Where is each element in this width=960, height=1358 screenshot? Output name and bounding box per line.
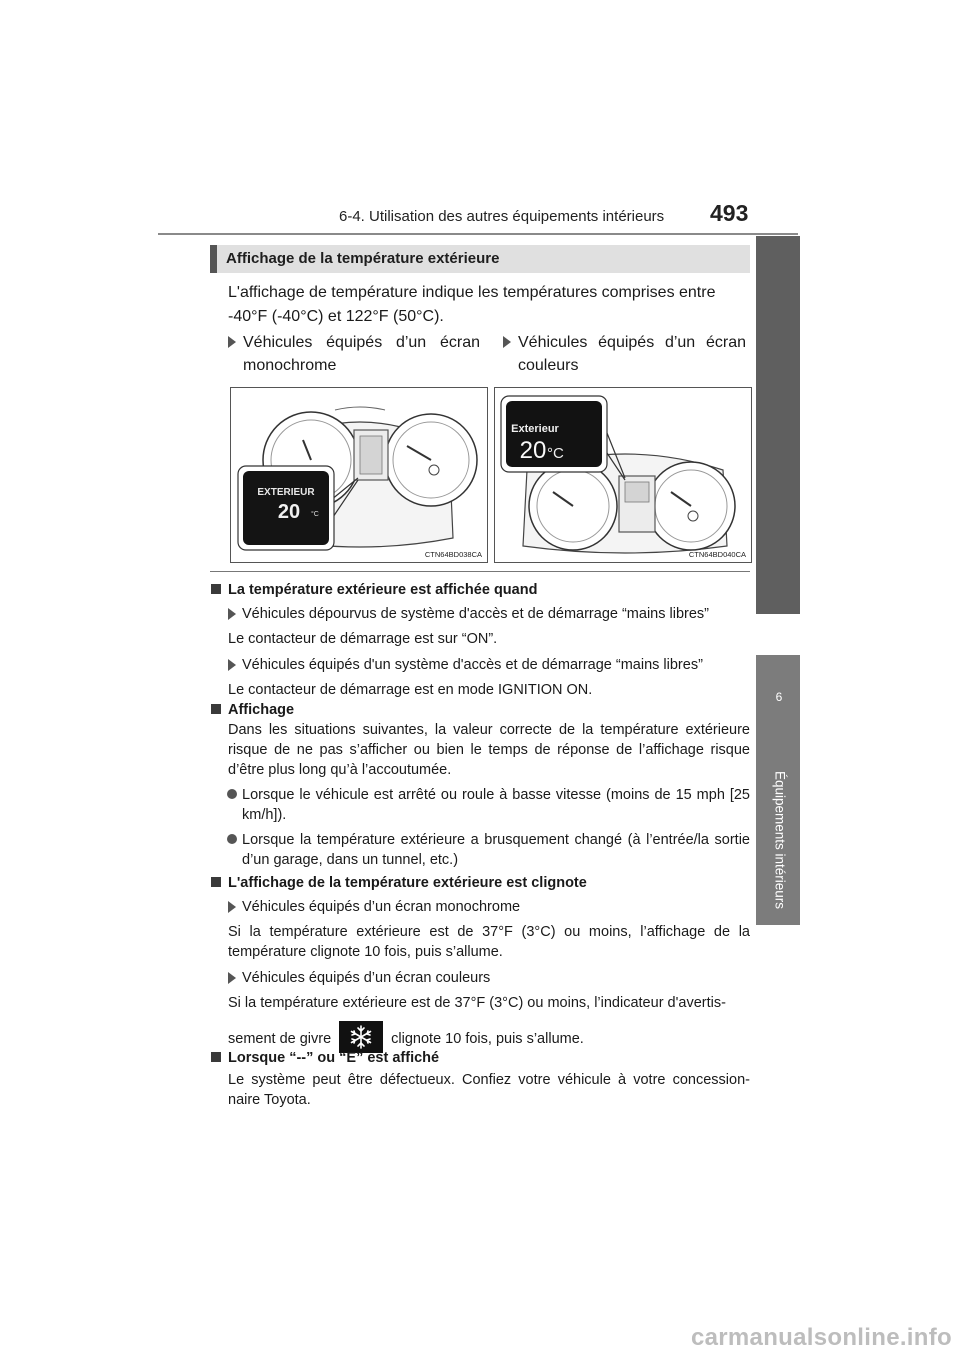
instrument-cluster-illustration	[231, 388, 488, 563]
figure-monochrome	[230, 387, 488, 563]
note-heading: Lorsque “--” ou “E” est affiché	[210, 1048, 750, 1068]
header-rule	[158, 233, 798, 235]
note-displayed-when	[210, 580, 750, 700]
note-display	[210, 700, 750, 870]
exterior-label: Exterieur	[511, 423, 559, 435]
figure-code: CTN64BD038CA	[424, 550, 482, 559]
column-label-color: Véhicules équipés d’un écran couleurs	[503, 331, 746, 377]
temperature-value: 20	[277, 501, 301, 523]
note-heading: La température extérieure est affichée quand	[210, 580, 750, 600]
page-number: 493	[710, 200, 749, 226]
chapter-number: 6	[775, 690, 783, 704]
watermark: carmanualsonline.info	[690, 1324, 952, 1351]
figure-code: CTN64BD040CA	[688, 550, 746, 559]
temperature-value: 20	[519, 437, 547, 464]
figure-rule	[210, 571, 750, 572]
note-heading: Affichage	[210, 700, 750, 720]
note-paragraph: Si la température extérieure est de 37°F (3°C) ou moins, l’indicateur d'avertis-	[228, 995, 726, 1011]
instrument-cluster-illustration	[495, 388, 752, 563]
note-paragraph-frost: sement de givre clignote 10 fois, puis s’allume.	[210, 1023, 750, 1055]
temperature-unit: °C	[547, 445, 564, 462]
note-subitem: Véhicules équipés d’un écran couleurs	[210, 968, 750, 988]
note-bullet: Lorsque le véhicule est arrêté ou roule à basse vitesse (moins de 15 mph [25 km/h]).	[210, 785, 750, 825]
column-label-monochrome: Véhicules équipés d’un écran monochrome	[228, 331, 480, 377]
section-header-text: 6-4. Utilisation des autres équipements intérieurs	[339, 208, 665, 225]
side-tab-dark	[756, 236, 800, 614]
note-subitem: Véhicules dépourvus de système d'accès et de démarrage “mains libres”	[210, 604, 750, 624]
note-bullet: Lorsque la température extérieure a brusquement changé (à l’entrée/la sortie d’un garage, dans un tunnel, etc.)	[210, 830, 750, 870]
note-heading: L'affichage de la température extérieure est clignote	[210, 873, 750, 893]
note-paragraph: Le contacteur de démarrage est en mode IGNITION ON.	[228, 682, 593, 698]
note-paragraph: Le système peut être défectueux. Confiez votre véhicule à votre concession-naire Toyota.	[228, 1072, 750, 1108]
note-paragraph: Dans les situations suivantes, la valeur correcte de la température extérieure risque de ne pas s’afficher ou bien le temps de réponse de l’affichage risque d’être plus long qu’à l’accoutumée.	[228, 722, 750, 778]
exterior-label: EXTERIEUR	[257, 487, 315, 498]
section-title: Affichage de la température extérieure	[226, 250, 500, 267]
note-subitem: Véhicules équipés d’un écran monochrome	[210, 897, 750, 917]
arrow-icon	[228, 336, 236, 348]
note-subitem: Véhicules équipés d'un système d'accès et de démarrage “mains libres”	[210, 655, 750, 675]
arrow-icon	[503, 336, 511, 348]
note-blinking	[210, 873, 750, 1055]
figure-color	[494, 387, 752, 563]
intro-text: L'affichage de température indique les températures comprises entre -40°F (-40°C) et 122°F (50°C).	[228, 284, 716, 325]
chapter-label: Équipements intérieurs	[772, 770, 788, 910]
note-paragraph: Le contacteur de démarrage est sur “ON”.	[228, 631, 498, 647]
note-error	[210, 1048, 750, 1110]
note-paragraph: Si la température extérieure est de 37°F (3°C) ou moins, l’affichage de la température clignote 10 fois, puis s’allume.	[228, 924, 750, 960]
section-heading	[210, 245, 750, 273]
temperature-unit: °C	[311, 511, 319, 518]
